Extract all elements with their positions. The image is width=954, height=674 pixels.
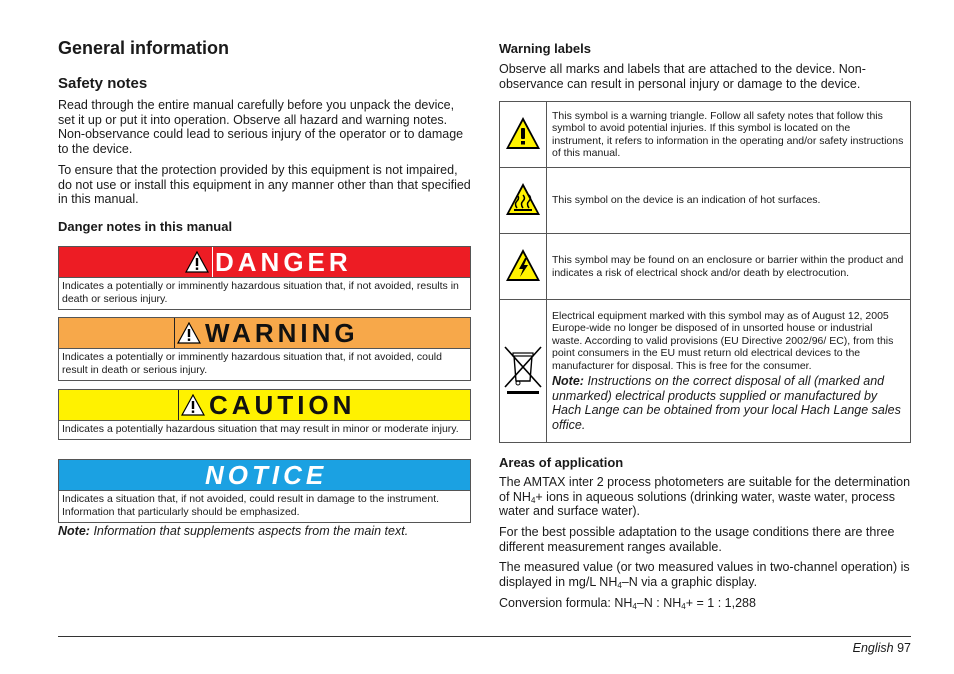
symbol-description: Electrical equipment marked with this symbol may as of August 12, 2005 Europe-wide no longer be disposed of in unsorted house or industrial waste. According to valid provisions (EU Directive 2002/96/ EC), from this point consumers in the EU must return old electrical devices to the manufacturer for disposal. This is free for the consumer.: [552, 309, 894, 372]
note-line: [58, 524, 472, 539]
disposal-note-label: Note:: [552, 374, 584, 389]
note-label: Note:: [58, 524, 90, 538]
text-run: The AMTAX inter 2 process photometers are suitable for the determination of NH: [499, 475, 911, 504]
caution-label: CAUTION: [209, 390, 356, 420]
notice-header-bar: [59, 460, 470, 491]
symbol-description: This symbol is a warning triangle. Follow all safety notes that follow this symbol to avoid potential injuries. If this symbol is located on the instrument, it refers to information in the operating and/or safety instructions of this manual.: [547, 102, 911, 168]
symbol-row: [500, 102, 911, 168]
footer-language: English: [852, 641, 894, 655]
symbol-description: This symbol may be found on an enclosure or barrier within the product and indicates a risk of electrical shock and/or death by electrocution.: [547, 234, 911, 300]
conversion-formula: [499, 596, 911, 611]
warning-signal-box: [58, 317, 471, 381]
warning-triangle-icon: [177, 322, 201, 344]
subscript: 4: [681, 602, 686, 611]
electrical-shock-icon: [504, 247, 542, 283]
warning-triangle-icon: [504, 115, 542, 151]
symbol-row: [500, 168, 911, 234]
warning-triangle-icon: [181, 394, 205, 416]
text-run: The measured value (or two measured values in two-channel operation) is displayed in mg/L NH: [499, 560, 910, 589]
text-run: + = 1 : 1,288: [685, 596, 756, 610]
caution-header-bar: [59, 390, 470, 421]
subscript: 4: [617, 580, 622, 590]
warning-description: Indicates a potentially or imminently hazardous situation that, if not avoided, could result in death or serious injury.: [62, 351, 442, 376]
notice-label: NOTICE: [205, 460, 328, 490]
note-text: Information that supplements aspects from the main text.: [93, 524, 409, 538]
danger-label: DANGER: [215, 247, 352, 277]
areas-paragraph-3: [499, 560, 911, 589]
warning-labels-heading: Warning labels: [499, 41, 591, 56]
symbol-description: This symbol on the device is an indication of hot surfaces.: [547, 168, 911, 234]
warning-header-bar: [59, 318, 470, 349]
safety-notes-heading: Safety notes: [58, 75, 148, 92]
disposal-note: [552, 374, 905, 432]
areas-heading: Areas of application: [499, 455, 624, 470]
symbols-table: [499, 101, 911, 443]
danger-notes-heading: Danger notes in this manual: [58, 219, 233, 234]
safety-paragraph-1: Read through the entire manual carefully before you unpack the device, set it up or put it into operation. Observe all hazard and warning notes. Non-observance could lead to serious injury of the operator or to damage to the device.: [58, 98, 464, 156]
page-title: General information: [58, 38, 230, 58]
footer-divider: [58, 636, 911, 637]
danger-header-bar: [59, 247, 470, 278]
areas-paragraph-1: [499, 475, 911, 519]
warning-triangle-icon: [185, 251, 209, 273]
notice-signal-box: [58, 459, 471, 523]
warning-labels-paragraph: Observe all marks and labels that are attached to the device. Non-observance can result in personal injury or damage to the device.: [499, 62, 866, 91]
danger-signal-box: [58, 246, 471, 310]
page-footer: [853, 641, 911, 655]
symbol-row: [500, 234, 911, 300]
danger-description: Indicates a potentially or imminently hazardous situation that, if not avoided, results in death or serious injury.: [62, 280, 459, 305]
symbol-row: [500, 300, 911, 443]
text-run: –N via a graphic display.: [621, 574, 758, 589]
subscript: 4: [632, 602, 637, 611]
text-run: –N : NH: [636, 596, 682, 610]
subscript: 4: [530, 495, 536, 505]
areas-paragraph-2: For the best possible adaptation to the usage conditions there are three different measurement ranges available.: [499, 525, 895, 554]
caution-signal-box: [58, 389, 471, 440]
hot-surface-icon: [504, 181, 542, 217]
warning-label: WARNING: [205, 318, 359, 348]
caution-description: Indicates a potentially hazardous situation that may result in minor or moderate injury.: [62, 423, 459, 435]
safety-paragraph-2: To ensure that the protection provided by this equipment is not impaired, do not use or install this equipment in any manner other than that specified in this manual.: [58, 163, 471, 206]
disposal-note-text: Instructions on the correct disposal of all (marked and unmarked) electrical products supplied or manufactured by Hach Lange can be obtained from your local Hach Lange sales office.: [552, 374, 901, 432]
notice-description: Indicates a situation that, if not avoided, could result in damage to the instrument. Information that particularly should be emphasized.: [62, 493, 440, 518]
text-run: + ions in aqueous solutions (drinking water, waste water, process water and surface water).: [499, 489, 895, 518]
text-run: Conversion formula: NH: [499, 596, 633, 610]
weee-crossed-bin-icon: [501, 343, 545, 395]
page-number: 97: [897, 641, 911, 655]
